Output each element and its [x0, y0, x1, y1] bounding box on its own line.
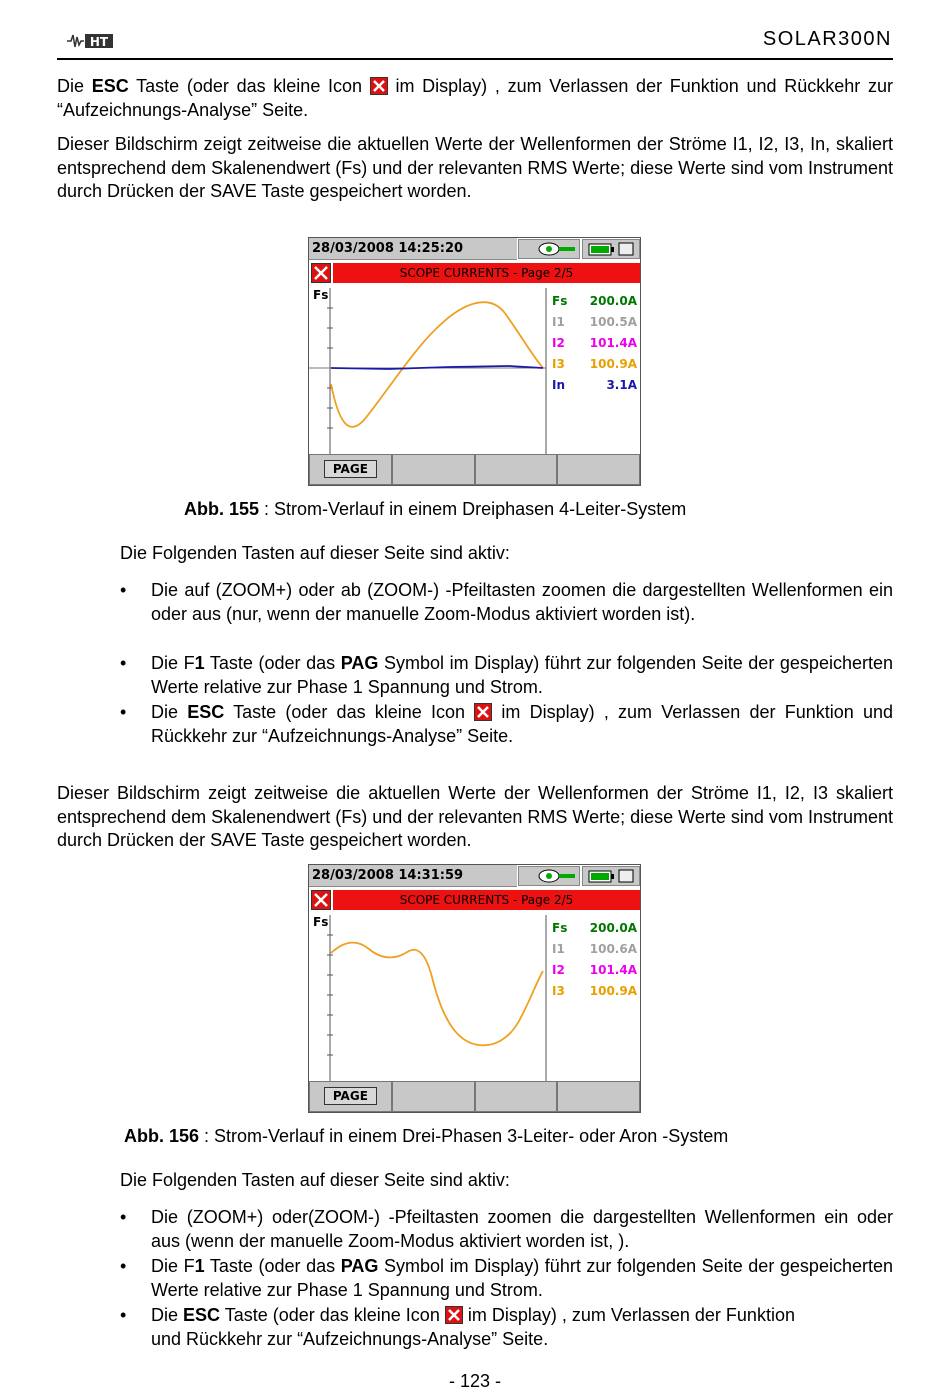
figure-caption-156: Abb. 156 : Strom-Verlauf in einem Drei-Phasen 3-Leiter- oder Aron -System [124, 1126, 729, 1146]
close-icon [370, 77, 388, 95]
softkey-2[interactable] [392, 454, 475, 485]
document-title: SOLAR300N [762, 28, 892, 50]
datetime-bar: 28/03/2008 14:31:59 [309, 865, 517, 887]
close-icon [445, 1306, 463, 1324]
close-icon[interactable] [311, 890, 331, 910]
probe-icon [518, 239, 580, 259]
legend-i2-value: 101.4A [589, 963, 637, 977]
softkey-3[interactable] [475, 1081, 558, 1112]
softkey-4[interactable] [557, 1081, 640, 1112]
softkey-3[interactable] [475, 454, 558, 485]
legend-fs-name: Fs [552, 294, 568, 308]
close-icon [474, 703, 492, 721]
legend-in-value: 3.1A [606, 378, 637, 392]
list-item-f1-2: Die F1 Taste (oder das PAG Symbol im Display) führt zur folgenden Seite der gespeicherten Werte relative zur Phase 1 Spannung und Strom. [151, 1256, 893, 1300]
ht-logo [66, 32, 114, 50]
list-item-zoom-2: Die (ZOOM+) oder(ZOOM-) -Pfeiltasten zoomen die dargestellten Wellenformen ein oder aus (wenn der manuelle Zoom-Modus aktiviert worden ist, ). [151, 1207, 893, 1251]
list-item-f1-1: Die F1 Taste (oder das PAG Symbol im Display) führt zur folgenden Seite der gespeicherten Werte relative zur Phase 1 Spannung und Strom. [151, 653, 893, 697]
instrument-screen-1 [308, 237, 641, 486]
legend-i1-value: 100.6A [589, 942, 637, 956]
page-button[interactable]: PAGE [309, 1081, 392, 1112]
list-item-esc-1: Die ESC Taste (oder das kleine Icon im Display) , zum Verlassen der Funktion und Rückkehr zur “Aufzeichnungs-Analyse” Seite. [151, 702, 893, 746]
legend-fs-value: 200.0A [589, 921, 637, 935]
legend-i3-value: 100.9A [589, 357, 637, 371]
softkey-bar [309, 454, 640, 485]
screen-title-bar: SCOPE CURRENTS - Page 2/5 [333, 890, 640, 910]
softkey-2[interactable] [392, 1081, 475, 1112]
bullet-dot: • [120, 580, 127, 600]
bullet-dot: • [120, 1207, 127, 1227]
softkey-bar [309, 1081, 640, 1112]
paragraph-esc-1: Die ESC Taste (oder das kleine Icon im Display) , zum Verlassen der Funktion und Rückkehr zur “Aufzeichnungs-Analyse” Seite. [57, 76, 893, 120]
svg-text:HT: HT [89, 35, 109, 49]
legend-i2-name: I2 [552, 336, 565, 350]
softkey-4[interactable] [557, 454, 640, 485]
figure-caption-155: Abb. 155 : Strom-Verlauf in einem Dreiphasen 4-Leiter-System [184, 499, 687, 519]
fs-axis-label: Fs [313, 915, 329, 929]
paragraph-intro-2: Dieser Bildschirm zeigt zeitweise die aktuellen Werte der Wellenformen der Ströme I1, I2, I3 skaliert entsprechend dem Skalenendwert (Fs) und der relevanten RMS Werte; diese Werte sind vom Instrument durch Drücken der SAVE Taste gespeichert worden. [57, 783, 893, 850]
close-icon[interactable] [311, 263, 331, 283]
legend-i2-value: 101.4A [589, 336, 637, 350]
list-item-esc-2: Die ESC Taste (oder das kleine Icon im Display) , zum Verlassen der Funktion und Rückkehr zur “Aufzeichnungs-Analyse” Seite. [151, 1305, 795, 1349]
active-keys-heading-1: Die Folgenden Tasten auf dieser Seite sind aktiv: [120, 543, 510, 563]
bullet-dot: • [120, 1256, 127, 1276]
legend-fs-name: Fs [552, 921, 568, 935]
screen-title-bar: SCOPE CURRENTS - Page 2/5 [333, 263, 640, 283]
legend-i1-value: 100.5A [589, 315, 637, 329]
legend-fs-value: 200.0A [589, 294, 637, 308]
fs-axis-label: Fs [313, 288, 329, 302]
legend-i2-name: I2 [552, 963, 565, 977]
legend-i3-value: 100.9A [589, 984, 637, 998]
datetime-bar: 28/03/2008 14:25:20 [309, 238, 517, 260]
battery-icon [582, 239, 640, 259]
bullet-dot: • [120, 702, 127, 722]
legend-in-name: In [552, 378, 566, 392]
page-button[interactable]: PAGE [309, 454, 392, 485]
bullet-dot: • [120, 653, 127, 673]
active-keys-heading-2: Die Folgenden Tasten auf dieser Seite sind aktiv: [120, 1170, 510, 1190]
legend-i1-name: I1 [552, 942, 565, 956]
legend-i1-name: I1 [552, 315, 565, 329]
paragraph-intro-1: Dieser Bildschirm zeigt zeitweise die aktuellen Werte der Wellenformen der Ströme I1, I2, I3, In, skaliert entsprechend dem Skalenendwert (Fs) und der relevanten RMS Werte; diese Werte sind vom Instrument durch Drücken der SAVE Taste gespeichert worden. [57, 134, 893, 201]
legend-i3-name: I3 [552, 984, 565, 998]
page-number: - 123 - [448, 1371, 502, 1391]
bullet-dot: • [120, 1305, 127, 1325]
legend-i3-name: I3 [552, 357, 565, 371]
instrument-screen-2 [308, 864, 641, 1113]
header-divider [57, 58, 893, 60]
battery-icon [582, 866, 640, 886]
probe-icon [518, 866, 580, 886]
list-item-zoom-1: Die auf (ZOOM+) oder ab (ZOOM-) -Pfeiltasten zoomen die dargestellten Wellenformen ein oder aus (nur, wenn der manuelle Zoom-Modus aktiviert worden ist). [151, 580, 893, 624]
